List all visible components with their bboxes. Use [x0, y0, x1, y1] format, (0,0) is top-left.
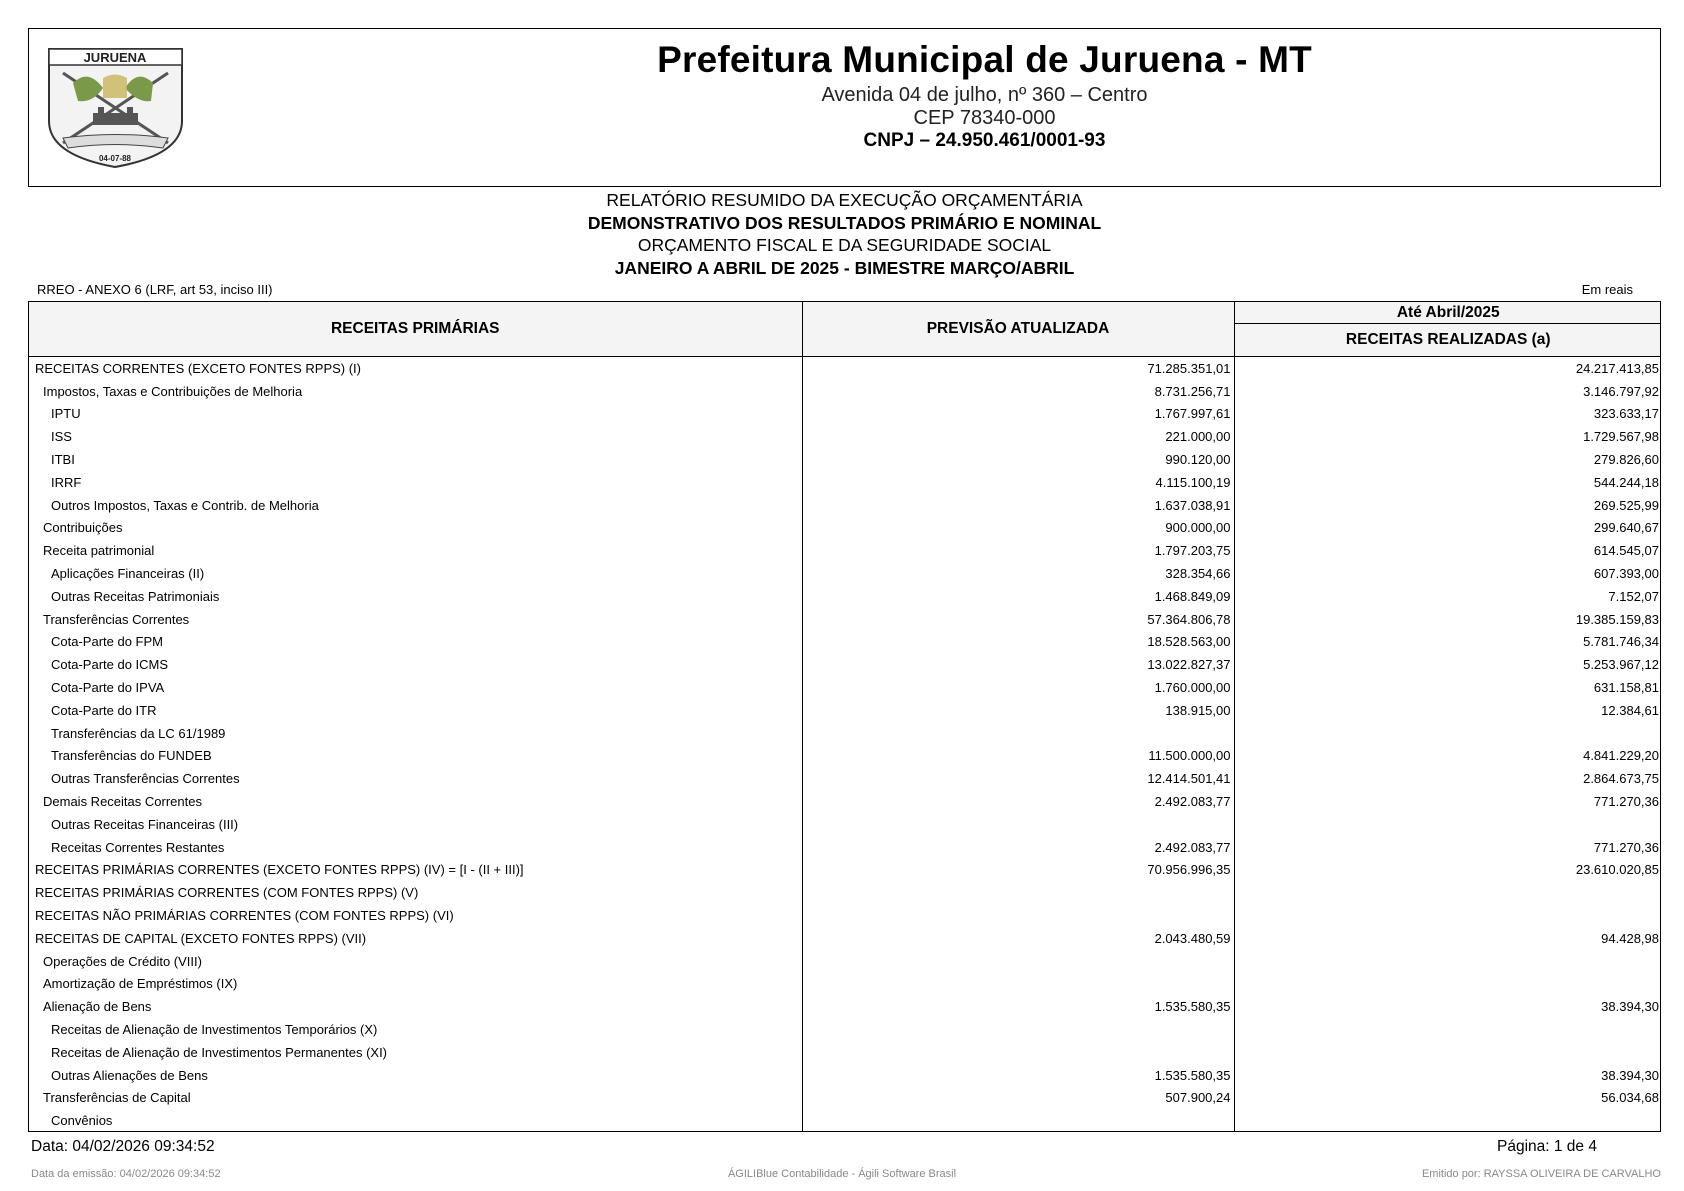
row-previsao: 138.915,00	[802, 699, 1234, 722]
table-row	[29, 950, 1661, 973]
table-row	[29, 357, 1661, 380]
table-row	[29, 562, 1661, 585]
footer-page: Página: 1 de 4	[1497, 1138, 1597, 1155]
row-previsao: 1.767.997,61	[802, 403, 1234, 426]
table-row	[29, 403, 1661, 426]
logo-date: 04-07-88	[98, 154, 132, 163]
row-previsao: 2.043.480,59	[802, 927, 1234, 950]
row-label: RECEITAS CORRENTES (EXCETO FONTES RPPS) (I)	[29, 357, 802, 380]
report-title-3: ORÇAMENTO FISCAL E DA SEGURIDADE SOCIAL	[637, 235, 1052, 255]
row-previsao: 2.492.083,77	[802, 790, 1234, 813]
row-previsao: 328.354,66	[802, 562, 1234, 585]
row-previsao: 2.492.083,77	[802, 836, 1234, 859]
table-row	[29, 1109, 1661, 1132]
report-title-1: RELATÓRIO RESUMIDO DA EXECUÇÃO ORÇAMENTÁRIA	[606, 190, 1083, 210]
row-previsao: 1.535.580,35	[802, 995, 1234, 1018]
row-realizada: 94.428,98	[1601, 930, 1659, 946]
row-label: IPTU	[29, 403, 802, 426]
row-label: RECEITAS PRIMÁRIAS CORRENTES (EXCETO FONTES RPPS) (IV) = [I - (II + III)]	[29, 859, 802, 882]
row-realizada: 23.610.020,85	[1575, 862, 1659, 878]
table-row	[29, 1018, 1661, 1041]
row-realizada: 323.633,17	[1593, 406, 1659, 422]
row-label: Amortização de Empréstimos (IX)	[29, 973, 802, 996]
table-row	[29, 539, 1661, 562]
col-group-header: Até Abril/2025	[1234, 302, 1661, 324]
table-row	[29, 767, 1661, 790]
row-label: Receitas Correntes Restantes	[29, 836, 802, 859]
row-previsao: 990.120,00	[802, 448, 1234, 471]
table-row	[29, 608, 1661, 631]
row-previsao: 4.115.100,19	[802, 471, 1234, 494]
row-label: Cota-Parte do ICMS	[29, 653, 802, 676]
org-title: Prefeitura Municipal de Juruena - MT	[657, 39, 1312, 80]
row-realizada: 631.158,81	[1593, 680, 1659, 696]
row-previsao: 1.535.580,35	[802, 1064, 1234, 1087]
row-realizada: 614.545,07	[1593, 543, 1659, 559]
table-row	[29, 790, 1661, 813]
row-label: Transferências de Capital	[29, 1087, 802, 1110]
row-realizada	[1234, 973, 1661, 996]
row-realizada: 771.270,36	[1593, 839, 1659, 855]
row-realizada: 299.640,67	[1593, 520, 1659, 536]
table-row	[29, 881, 1661, 904]
table-row	[29, 995, 1661, 1018]
row-realizada	[1234, 1041, 1661, 1064]
table-body	[29, 357, 1661, 1133]
row-label: Cota-Parte do ITR	[29, 699, 802, 722]
row-realizada	[1234, 813, 1661, 836]
table-row	[29, 973, 1661, 996]
row-realizada	[1234, 1109, 1661, 1132]
table-row	[29, 471, 1661, 494]
footer-issuer: Emitido por: RAYSSA OLIVEIRA DE CARVALHO	[1421, 1168, 1661, 1180]
row-previsao: 11.500.000,00	[802, 745, 1234, 768]
row-label: Cota-Parte do IPVA	[29, 676, 802, 699]
header-box	[28, 28, 1661, 187]
row-previsao	[802, 1109, 1234, 1132]
org-cep: CEP 78340-000	[913, 107, 1056, 129]
row-previsao	[802, 722, 1234, 745]
report-title-4: JANEIRO A ABRIL DE 2025 - BIMESTRE MARÇO/ABRIL	[614, 257, 1075, 278]
table-row	[29, 676, 1661, 699]
footer-emission: Data da emissão: 04/02/2026 09:34:52	[31, 1168, 221, 1180]
row-label: Cota-Parte do FPM	[29, 631, 802, 654]
table-row	[29, 859, 1661, 882]
row-previsao: 1.468.849,09	[802, 585, 1234, 608]
revenue-table	[28, 301, 1661, 1132]
row-label: Outros Impostos, Taxas e Contrib. de Melhoria	[29, 494, 802, 517]
footer-date: Data: 04/02/2026 09:34:52	[31, 1138, 215, 1155]
report-title-2: DEMONSTRATIVO DOS RESULTADOS PRIMÁRIO E NOMINAL	[587, 212, 1102, 233]
footer-software: ÁGILIBlue Contabilidade - Ágili Software Brasil	[727, 1168, 957, 1180]
row-realizada: 771.270,36	[1593, 794, 1659, 810]
table-row	[29, 836, 1661, 859]
table-row	[29, 1087, 1661, 1110]
row-label: Receita patrimonial	[29, 539, 802, 562]
row-label: Outras Receitas Patrimoniais	[29, 585, 802, 608]
row-label: Impostos, Taxas e Contribuições de Melhoria	[29, 380, 802, 403]
table-row	[29, 1041, 1661, 1064]
table-row	[29, 380, 1661, 403]
report-titles	[28, 189, 1661, 279]
row-realizada	[1234, 904, 1661, 927]
row-label: Contribuições	[29, 517, 802, 540]
table-row	[29, 494, 1661, 517]
table-row	[29, 699, 1661, 722]
row-realizada: 5.253.967,12	[1583, 657, 1659, 673]
row-previsao	[802, 881, 1234, 904]
row-label: IRRF	[29, 471, 802, 494]
row-realizada: 4.841.229,20	[1583, 748, 1659, 764]
row-label: ISS	[29, 425, 802, 448]
row-previsao: 1.760.000,00	[802, 676, 1234, 699]
table-row	[29, 722, 1661, 745]
table-row	[29, 904, 1661, 927]
row-previsao: 18.528.563,00	[802, 631, 1234, 654]
row-realizada	[1234, 1018, 1661, 1041]
row-realizada: 12.384,61	[1601, 702, 1659, 718]
row-label: RECEITAS PRIMÁRIAS CORRENTES (COM FONTES RPPS) (V)	[29, 881, 802, 904]
row-previsao: 57.364.806,78	[802, 608, 1234, 631]
row-label: Receitas de Alienação de Investimentos Permanentes (XI)	[29, 1041, 802, 1064]
row-realizada: 56.034,68	[1601, 1090, 1659, 1106]
row-previsao: 507.900,24	[802, 1087, 1234, 1110]
row-label: Transferências da LC 61/1989	[29, 722, 802, 745]
row-previsao	[802, 973, 1234, 996]
row-previsao	[802, 813, 1234, 836]
row-previsao: 12.414.501,41	[802, 767, 1234, 790]
row-realizada: 3.146.797,92	[1583, 383, 1659, 399]
row-label: ITBI	[29, 448, 802, 471]
row-realizada	[1234, 950, 1661, 973]
row-previsao: 221.000,00	[802, 425, 1234, 448]
row-previsao	[802, 1018, 1234, 1041]
row-previsao: 1.797.203,75	[802, 539, 1234, 562]
row-previsao	[802, 1041, 1234, 1064]
table-row	[29, 517, 1661, 540]
row-realizada: 19.385.159,83	[1575, 611, 1659, 627]
row-realizada: 24.217.413,85	[1575, 360, 1659, 376]
org-address: Avenida 04 de julho, nº 360 – Centro	[821, 84, 1148, 106]
row-previsao: 900.000,00	[802, 517, 1234, 540]
row-previsao	[802, 950, 1234, 973]
row-realizada: 607.393,00	[1593, 566, 1659, 582]
col-header-previsao: PREVISÃO ATUALIZADA	[802, 302, 1234, 357]
table-row	[29, 1064, 1661, 1087]
table-row	[29, 585, 1661, 608]
row-previsao: 13.022.827,37	[802, 653, 1234, 676]
row-previsao: 8.731.256,71	[802, 380, 1234, 403]
row-label: Transferências Correntes	[29, 608, 802, 631]
col-header-receitas: RECEITAS PRIMÁRIAS	[29, 302, 802, 357]
table-row	[29, 448, 1661, 471]
table-row	[29, 927, 1661, 950]
unit-label: Em reais	[1581, 282, 1633, 297]
row-label: Convênios	[29, 1109, 802, 1132]
row-realizada: 544.244,18	[1593, 474, 1659, 490]
row-realizada	[1234, 881, 1661, 904]
table-row	[29, 653, 1661, 676]
row-label: RECEITAS NÃO PRIMÁRIAS CORRENTES (COM FONTES RPPS) (VI)	[29, 904, 802, 927]
col-header-realizadas: RECEITAS REALIZADAS (a)	[1234, 324, 1661, 357]
table-row	[29, 425, 1661, 448]
row-previsao: 1.637.038,91	[802, 494, 1234, 517]
row-realizada: 1.729.567,98	[1583, 429, 1659, 445]
table-row	[29, 631, 1661, 654]
table-row	[29, 813, 1661, 836]
row-realizada: 279.826,60	[1593, 452, 1659, 468]
row-realizada: 38.394,30	[1601, 1067, 1659, 1083]
row-realizada: 2.864.673,75	[1583, 771, 1659, 787]
row-realizada: 269.525,99	[1593, 497, 1659, 513]
row-label: Transferências do FUNDEB	[29, 745, 802, 768]
row-label: Aplicações Financeiras (II)	[29, 562, 802, 585]
row-label: Demais Receitas Correntes	[29, 790, 802, 813]
row-label: Outras Alienações de Bens	[29, 1064, 802, 1087]
table-row	[29, 745, 1661, 768]
org-cnpj: CNPJ – 24.950.461/0001-93	[863, 130, 1106, 151]
row-previsao: 71.285.351,01	[802, 357, 1234, 380]
row-label: Receitas de Alienação de Investimentos Temporários (X)	[29, 1018, 802, 1041]
row-label: Operações de Crédito (VIII)	[29, 950, 802, 973]
annex-label: RREO - ANEXO 6 (LRF, art 53, inciso III)	[37, 282, 273, 297]
row-realizada	[1234, 722, 1661, 745]
row-label: RECEITAS DE CAPITAL (EXCETO FONTES RPPS) (VII)	[29, 927, 802, 950]
row-realizada: 7.152,07	[1608, 588, 1659, 604]
row-realizada: 38.394,30	[1601, 999, 1659, 1015]
row-label: Outras Transferências Correntes	[29, 767, 802, 790]
row-label: Outras Receitas Financeiras (III)	[29, 813, 802, 836]
row-previsao: 70.956.996,35	[802, 859, 1234, 882]
row-realizada: 5.781.746,34	[1583, 634, 1659, 650]
row-previsao	[802, 904, 1234, 927]
row-label: Alienação de Bens	[29, 995, 802, 1018]
logo-text: JURUENA	[83, 50, 147, 65]
